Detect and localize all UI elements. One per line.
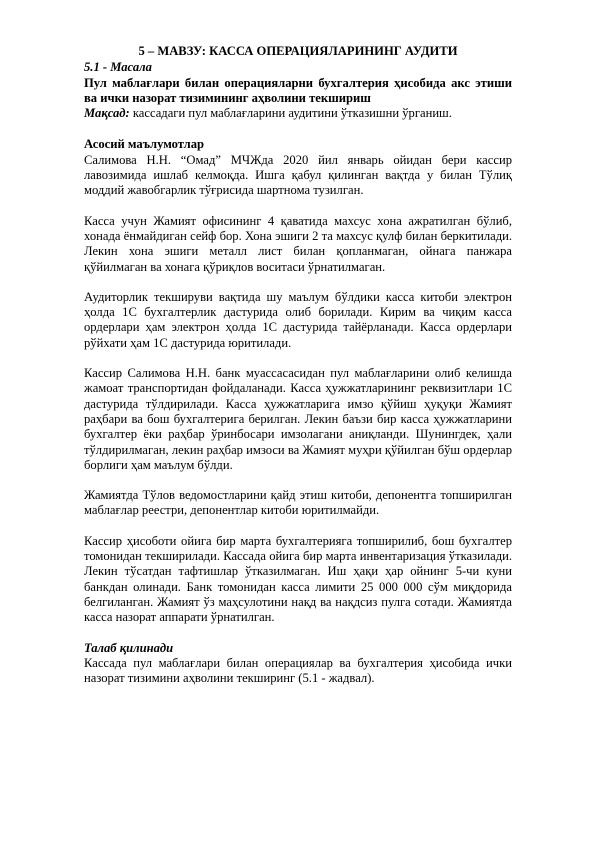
goal-line xyxy=(84,106,512,121)
requirement-text: Кассада пул маблағлари билан операциялар ва бухгалтерия ҳисобида ички назорат тизимини аҳволини текширинг (5.1 - жадвал). xyxy=(84,655,512,686)
document-page xyxy=(84,44,512,686)
paragraph-3: Аудиторлик текшируви вақтида шу маълум бўлдики касса китоби электрон ҳолда 1С бухгалтерлик дастурида олиб борилади. Кирим ва чиқим касса ордерлари ҳам электрон ҳолда 1С дастурида тайёрланади. Касса ордерлари рўйхати ҳам 1С дастурида юритилади. xyxy=(84,289,512,350)
goal-text: кассадаги пул маблағларини аудитини ўтказишни ўрганиш. xyxy=(129,106,452,121)
task-heading: Пул маблағлари билан операцияларни бухгалтерия ҳисобида акс этиши ва ички назорат тизимининг аҳволини текшириш xyxy=(84,75,512,105)
paragraph-2: Касса учун Жамият офисининг 4 қаватида махсус хона ажратилган бўлиб, хонада ёнмайдиган сейф бор. Хона эшиги 2 та махсус қулф билан беркитилади. Лекин хона эшиги металл лист билан қопланмаган, ойнага панжара қўйилмаган ва хонага қўриқлов воситаси ўрнатилмаган. xyxy=(84,213,512,274)
paragraph-5: Жамиятда Тўлов ведомостларини қайд этиш китоби, депонентга топширилган маблағлар реестри, депонентлар китоби юритилмайди. xyxy=(84,488,512,518)
paragraph-1: Салимова Н.Н. “Омад” МЧЖда 2020 йил январь ойидан бери кассир лавозимида ишлаб келмоқда. Ишга қабул қилинган вақтда у билан Тўлиқ моддий жавобгарлик тўғрисида шартнома тузилган. xyxy=(84,152,512,198)
requirement-title: Талаб қилинади xyxy=(84,640,174,655)
paragraph-4: Кассир Салимова Н.Н. банк муассасасидан пул маблағларини олиб келишда жамоат транспортидан фойдаланади. Касса ҳужжатларининг реквизитлари 1С дастурида тўлдирилади. Касса ҳужжатларига имзо қўйиш ҳуқуқи Жамият раҳбари ва бош бухгалтерига берилган. Лекин баъзи бир касса ҳужжатларини бухгалтер ёки раҳбар ўринбосари имзолагани аниқланди. Шунингдек, ҳали тўлдирилмаган, лекин раҳбар имзоси ва Жамият муҳри қўйилган бўш ордерлар борлиги ҳам маълум бўлди. xyxy=(84,366,512,472)
section-title-info: Асосий маълумотлар xyxy=(84,137,205,152)
page-title: 5 – МАВЗУ: КАССА ОПЕРАЦИЯЛАРИНИНГ АУДИТИ xyxy=(138,44,458,58)
paragraph-6: Кассир ҳисоботи ойига бир марта бухгалтерияга топширилиб, бош бухгалтер томонидан текширилади. Кассада ойига бир марта инвентаризация ўтказилади. Лекин тўсатдан тафтишлар ўтказилмаган. Иш ҳақи ҳар ойнинг 5-чи куни банкдан олинади. Банк томонидан касса лимити 25 000 000 сўм миқдорида белгиланган. Жамият ўз маҳсулотини нақд ва нақдсиз пулга сотади. Жамиятда касса назорат аппарати ўрнатилган. xyxy=(84,533,512,625)
task-number: 5.1 - Масала xyxy=(84,60,152,75)
goal-label: Мақсад: xyxy=(84,106,130,121)
